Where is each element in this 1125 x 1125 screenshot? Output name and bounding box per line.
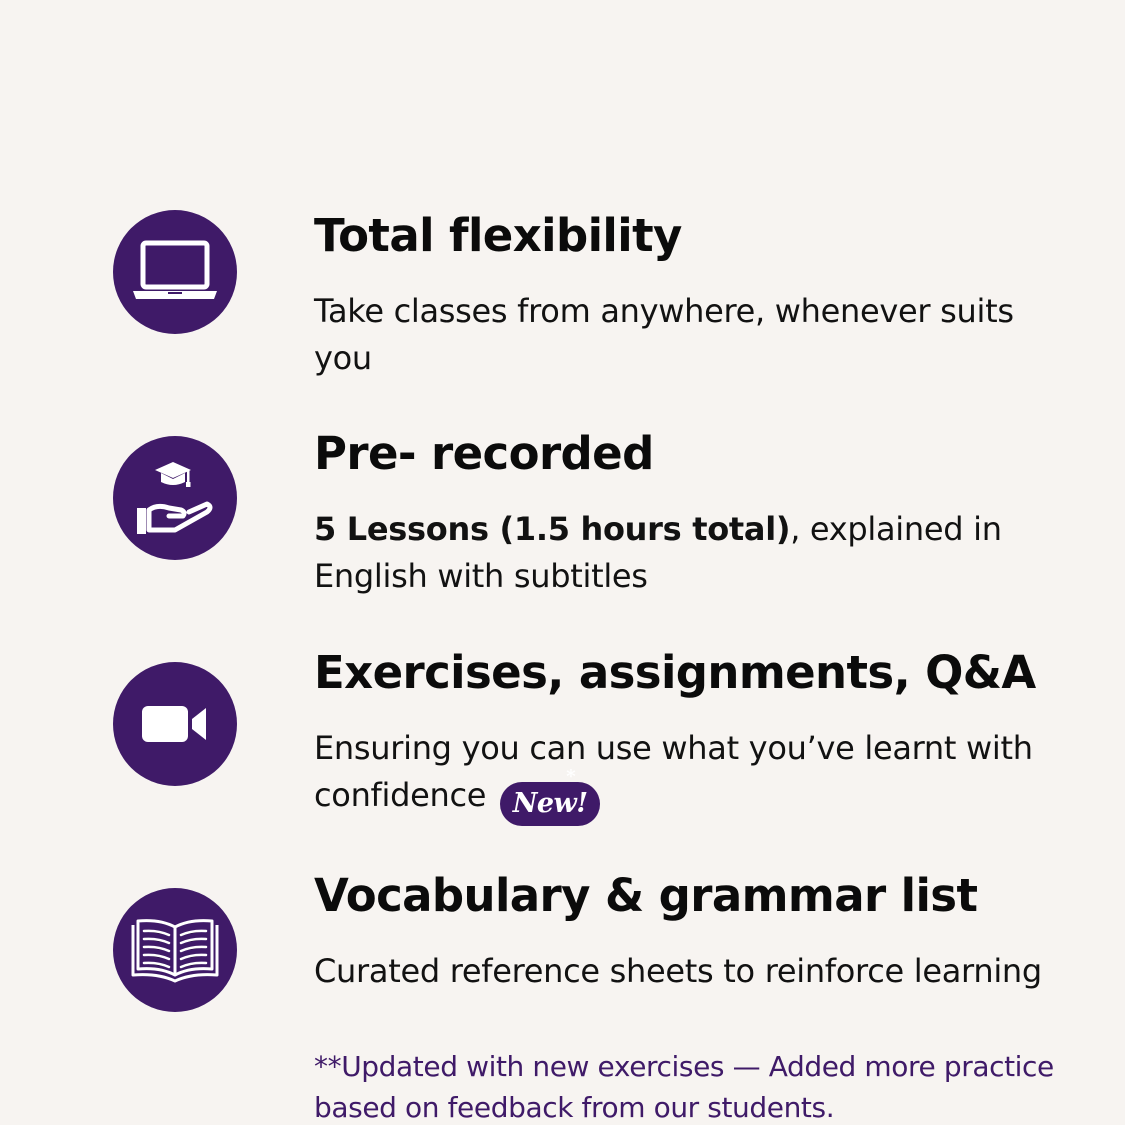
video-camera-icon (140, 702, 210, 746)
feature-description: Curated reference sheets to reinforce learning (314, 952, 1042, 990)
graduation-hand-icon (133, 458, 217, 538)
feature-title: Exercises, assignments, Q&A (314, 646, 1036, 699)
feature-description (314, 725, 1074, 826)
laptop-icon (130, 237, 220, 307)
feature-description-text: Ensuring you can use what you’ve learnt with confidence (314, 729, 1033, 814)
feature-title: Pre- recorded (314, 427, 654, 480)
feature-description (314, 506, 1074, 600)
new-badge (500, 766, 600, 826)
update-note: **Updated with new exercises — Added more practice based on feedback from our students. (314, 1050, 1054, 1124)
feature-title: Vocabulary & grammar list (314, 869, 978, 922)
feature-description-rest: , explained in English with subtitles (314, 510, 1002, 595)
new-badge-star: * (566, 766, 576, 787)
graduation-hand-icon-circle (113, 436, 237, 560)
laptop-icon-circle (113, 210, 237, 334)
feature-description-bold: 5 Lessons (1.5 hours total) (314, 510, 791, 548)
feature-title: Total flexibility (314, 209, 682, 262)
open-book-icon-circle (113, 888, 237, 1012)
feature-description: Take classes from anywhere, whenever suits you (314, 292, 1014, 377)
open-book-icon (130, 915, 220, 985)
new-badge-label: New! (512, 788, 588, 819)
video-camera-icon-circle (113, 662, 237, 786)
